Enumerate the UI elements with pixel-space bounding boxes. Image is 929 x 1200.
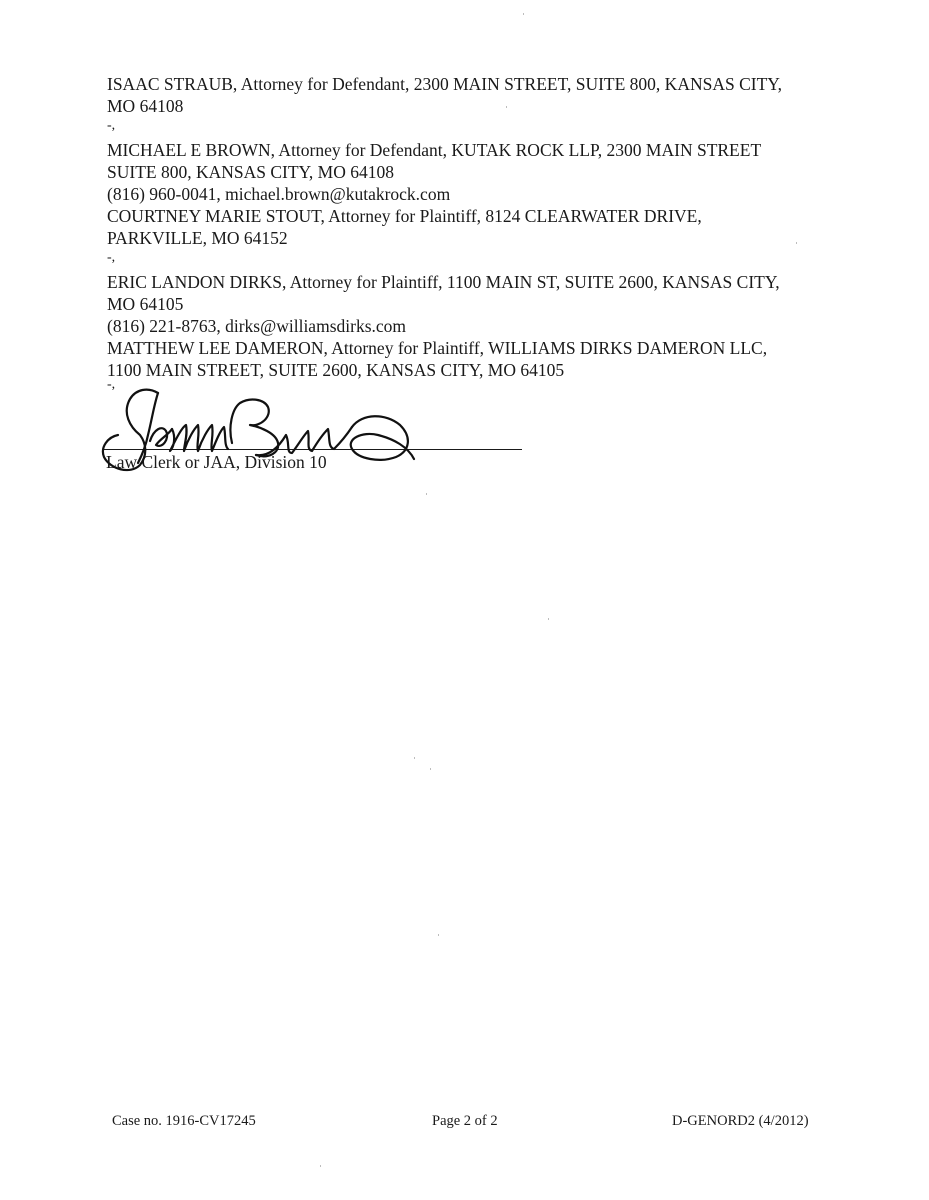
entry-line: MATTHEW LEE DAMERON, Attorney for Plaintiff, WILLIAMS DIRKS DAMERON LLC, bbox=[107, 338, 768, 358]
scan-speck bbox=[796, 242, 797, 244]
entry-line: ISAAC STRAUB, Attorney for Defendant, 2300 MAIN STREET, SUITE 800, KANSAS CITY, bbox=[107, 74, 783, 94]
entry-line: SUITE 800, KANSAS CITY, MO 64108 bbox=[107, 162, 394, 182]
scan-speck bbox=[426, 493, 427, 495]
entry-line: MO 64108 bbox=[107, 96, 184, 116]
handwritten-signature bbox=[100, 383, 540, 473]
scan-speck bbox=[414, 757, 415, 759]
scan-speck bbox=[506, 106, 507, 108]
scan-speck bbox=[438, 934, 439, 936]
service-entry-matthew-dameron bbox=[107, 337, 827, 381]
signature-block bbox=[100, 378, 540, 488]
entry-line: (816) 960-0041, michael.brown@kutakrock.com bbox=[107, 184, 451, 204]
form-code: D-GENORD2 (4/2012) bbox=[672, 1113, 809, 1129]
signature-separator: -, bbox=[107, 377, 116, 392]
scan-speck bbox=[523, 13, 524, 15]
entry-line: (816) 221-8763, dirks@williamsdirks.com bbox=[107, 316, 407, 336]
service-entry-michael-brown bbox=[107, 139, 827, 205]
entry-separator: -, bbox=[107, 250, 116, 265]
service-entry-eric-dirks bbox=[107, 271, 827, 337]
page-number: Page 2 of 2 bbox=[432, 1113, 498, 1129]
service-entry-isaac-straub bbox=[107, 73, 827, 117]
case-number: Case no. 1916-CV17245 bbox=[112, 1113, 256, 1129]
entry-line: ERIC LANDON DIRKS, Attorney for Plaintiff, 1100 MAIN ST, SUITE 2600, KANSAS CITY, bbox=[107, 272, 780, 292]
service-entry-courtney-stout bbox=[107, 205, 827, 249]
entry-line: 1100 MAIN STREET, SUITE 2600, KANSAS CITY, MO 64105 bbox=[107, 360, 565, 380]
entry-line: MO 64105 bbox=[107, 294, 184, 314]
signature-caption: Law Clerk or JAA, Division 10 bbox=[106, 452, 327, 472]
entry-line: COURTNEY MARIE STOUT, Attorney for Plaintiff, 8124 CLEARWATER DRIVE, bbox=[107, 206, 702, 226]
scan-speck bbox=[320, 1165, 321, 1167]
scan-speck bbox=[548, 618, 549, 620]
scan-speck bbox=[430, 768, 431, 770]
entry-line: MICHAEL E BROWN, Attorney for Defendant, KUTAK ROCK LLP, 2300 MAIN STREET bbox=[107, 140, 762, 160]
entry-separator: -, bbox=[107, 118, 116, 133]
service-list bbox=[107, 73, 827, 381]
entry-line: PARKVILLE, MO 64152 bbox=[107, 228, 288, 248]
